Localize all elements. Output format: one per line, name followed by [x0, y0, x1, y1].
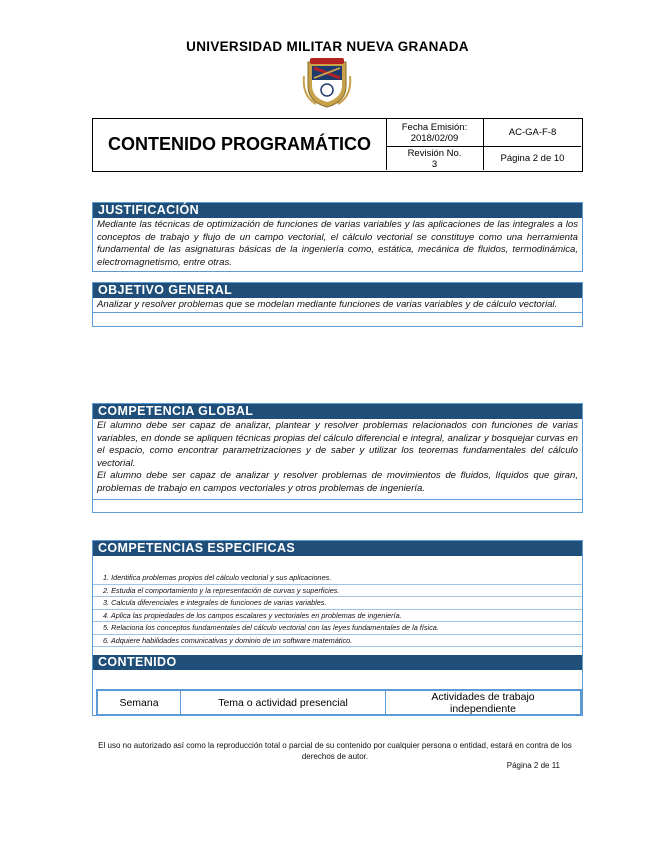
- revision-cell: [386, 147, 484, 170]
- university-seal-icon: [302, 56, 352, 108]
- competencias-list: [93, 572, 582, 647]
- document-title: CONTENIDO PROGRAMÁTICO: [93, 119, 387, 170]
- header-page-number: Página 2 de 10: [500, 153, 565, 164]
- revision-value: 3: [431, 158, 438, 170]
- justificacion-section: [92, 202, 583, 272]
- contenido-title: CONTENIDO: [93, 655, 582, 670]
- issue-date-label: Fecha Emisión:: [401, 121, 468, 133]
- footer-page-number: Página 2 de 11: [506, 761, 560, 770]
- objetivo-section: [92, 282, 583, 327]
- revision-label: Revisión No.: [407, 147, 462, 159]
- list-item: 2. Estudia el comportamiento y la representación de curvas y superficies.: [93, 585, 582, 598]
- competencias-especificas-title: COMPETENCIAS ESPECIFICAS: [93, 541, 582, 556]
- document-header-table: [92, 118, 583, 172]
- justificacion-title: JUSTIFICACIÓN: [93, 203, 582, 218]
- competencia-global-text: [93, 419, 582, 496]
- list-item: 3. Calcula diferenciales e integrales de funciones de varias variables.: [93, 597, 582, 610]
- document-code: AC-GA-F-8: [484, 119, 581, 147]
- list-item: 5. Relaciona los conceptos fundamentales del cálculo vectorial con las leyes fundamentales de la física.: [93, 622, 582, 635]
- objetivo-text: Analizar y resolver problemas que se modelan mediante funciones de varias variables y de cálculo vectorial.: [97, 299, 558, 310]
- issue-date-value: 2018/02/09: [410, 132, 459, 144]
- competencia-global-title: COMPETENCIA GLOBAL: [93, 404, 582, 419]
- list-item: 1. Identifica problemas propios del cálculo vectorial y sus aplicaciones.: [93, 572, 582, 585]
- competencia-global-section: [92, 403, 583, 513]
- column-header-actividades: Actividades de trabajo independiente: [385, 691, 580, 714]
- issue-date-cell: [386, 119, 484, 147]
- copyright-notice: El uso no autorizado así como la reproducción total o parcial de su contenido por cualquier persona o entidad, estará en contra de los derechos de autor.: [98, 741, 572, 761]
- list-item: 4. Aplica las propiedades de los campos escalares y vectoriales en problemas de ingeniería.: [93, 610, 582, 623]
- list-item: 6. Adquiere habilidades comunicativas y dominio de un software matemático.: [93, 635, 582, 648]
- column-header-tema: Tema o actividad presencial: [180, 691, 385, 714]
- contenido-table-header: [96, 689, 582, 716]
- objetivo-title: OBJETIVO GENERAL: [93, 283, 582, 298]
- competencia-global-paragraph-2: El alumno debe ser capaz de analizar y resolver problemas de movimientos de fluidos, líquidos que giran, problemas de trabajo en campos vectoriales y otros problemas de ingeniería.: [97, 470, 578, 494]
- column-header-semana: Semana: [119, 696, 159, 709]
- justificacion-text: Mediante las técnicas de optimización de funciones de varias variables y las aplicaciones de las integrales a los conceptos de trabajo y flujo de un campo vectorial, el cálculo vectorial se constituye como una herramienta fundamental de las asignaturas básicas de la ingeniería como, estática, mecánica de fluidos, termodinámica, electromagnetismo, entre otras.: [97, 219, 578, 268]
- competencia-global-paragraph-1: El alumno debe ser capaz de analizar, plantear y resolver problemas relacionados con funciones de varias variables, en donde se apliquen técnicas propias del cálculo diferencial e integral, analizar y bosquejar curvas en el espacio, como encontrar parametrizaciones y de saber y utilizar los teoremas fundamentales del cálculo vectorial.: [97, 420, 578, 469]
- university-name: UNIVERSIDAD MILITAR NUEVA GRANADA: [186, 39, 469, 54]
